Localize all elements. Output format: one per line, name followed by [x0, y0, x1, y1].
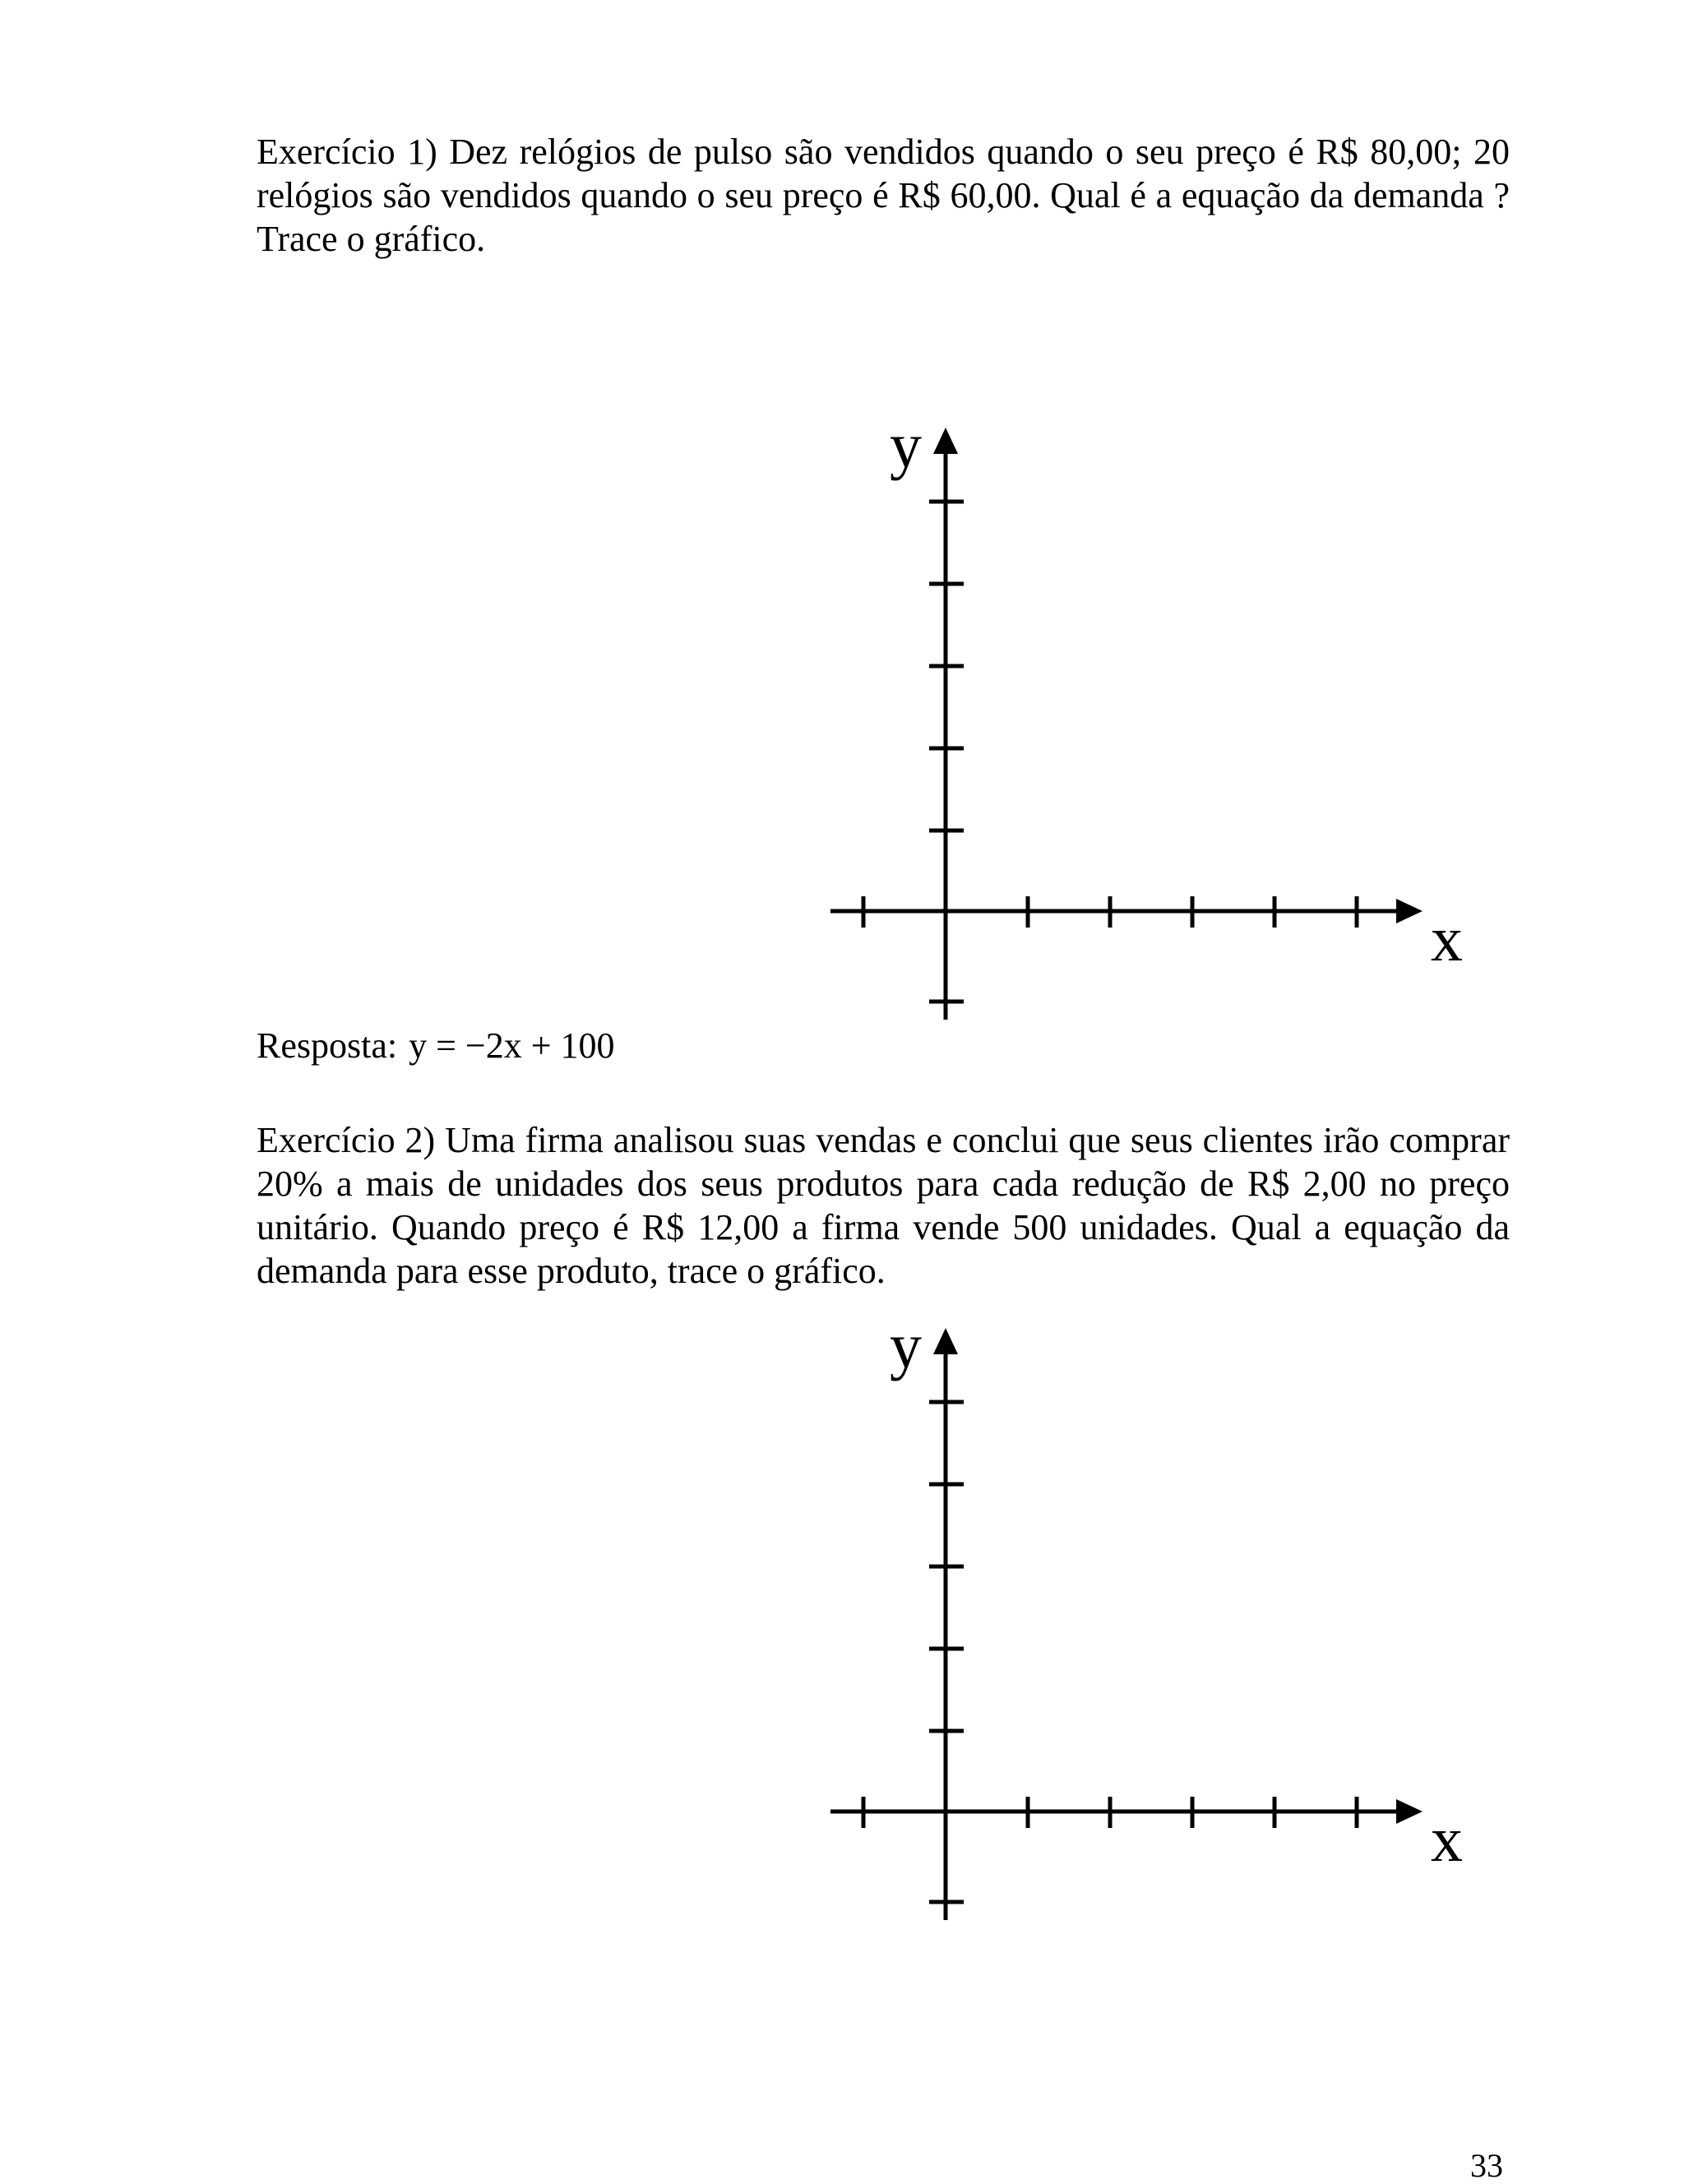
answer-1 [257, 1024, 615, 1067]
answer-1-label: Resposta: [257, 1025, 398, 1066]
graph-1-y-label: y [890, 410, 922, 481]
answer-1-equation: y = −2x + 100 [409, 1025, 615, 1066]
graph-2-y-arrow [933, 1328, 958, 1354]
graph-2-x-label: x [1431, 1803, 1463, 1875]
exercise-1-text: Exercício 1) Dez relógios de pulso são vendidos quando o seu preço é R$ 80,00; 20 relógios são vendidos quando o seu preço é R$ 60,00. Qual é a equação da demanda ? Trace o gráfico. [257, 132, 1510, 259]
graph-1-x-label: x [1431, 903, 1463, 974]
graph-1-axes [822, 411, 1480, 1036]
exercise-2-text: Exercício 2) Uma firma analisou suas vendas e conclui que seus clientes irão comprar 20% a mais de unidades dos seus produtos para cada redução de R$ 2,00 no preço unitário. Quando preço é R$ 12,00 a firma vende 500 unidades. Qual a equação da demanda para esse produto, trace o gráfico. [257, 1120, 1510, 1291]
graph-1-x-arrow [1396, 899, 1423, 923]
graph-2-axes [822, 1312, 1480, 1936]
graph-2-x-arrow [1396, 1799, 1423, 1824]
page-number: 33 [1470, 2147, 1503, 2184]
graph-1-y-arrow [933, 428, 958, 454]
graph-2-y-label: y [890, 1310, 922, 1381]
